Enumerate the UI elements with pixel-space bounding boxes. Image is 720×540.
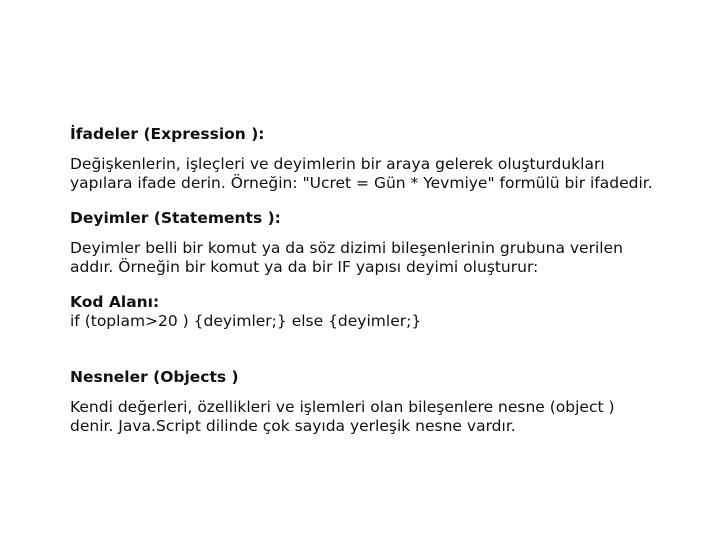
objects-line-1: Kendi değerleri, özellikleri ve işlemleri olan bileşenlere nesne (object ) xyxy=(70,398,615,416)
statements-paragraph xyxy=(70,239,700,277)
expressions-paragraph xyxy=(70,155,700,193)
objects-heading: Nesneler (Objects ) xyxy=(70,368,239,386)
code-label: Kod Alanı: xyxy=(70,293,160,311)
objects-paragraph xyxy=(70,398,700,436)
expressions-line-1: Değişkenlerin, işleçleri ve deyimlerin bir araya gelerek oluşturdukları xyxy=(70,155,605,173)
statements-line-2: addır. Örneğin bir komut ya da bir IF yapısı deyimi oluşturur: xyxy=(70,258,539,276)
slide-content xyxy=(70,125,700,436)
statements-heading: Deyimler (Statements ): xyxy=(70,209,281,227)
expressions-line-2: yapılara ifade derin. Örneğin: "Ucret = Gün * Yevmiye" formülü bir ifadedir. xyxy=(70,174,653,192)
expressions-heading: İfadeler (Expression ): xyxy=(70,125,265,143)
objects-line-2: denir. Java.Script dilinde çok sayıda yerleşik nesne vardır. xyxy=(70,417,516,435)
statements-line-1: Deyimler belli bir komut ya da söz dizimi bileşenlerinin grubuna verilen xyxy=(70,239,623,257)
code-line: if (toplam>20 ) {deyimler;} else {deyimler;} xyxy=(70,312,422,330)
